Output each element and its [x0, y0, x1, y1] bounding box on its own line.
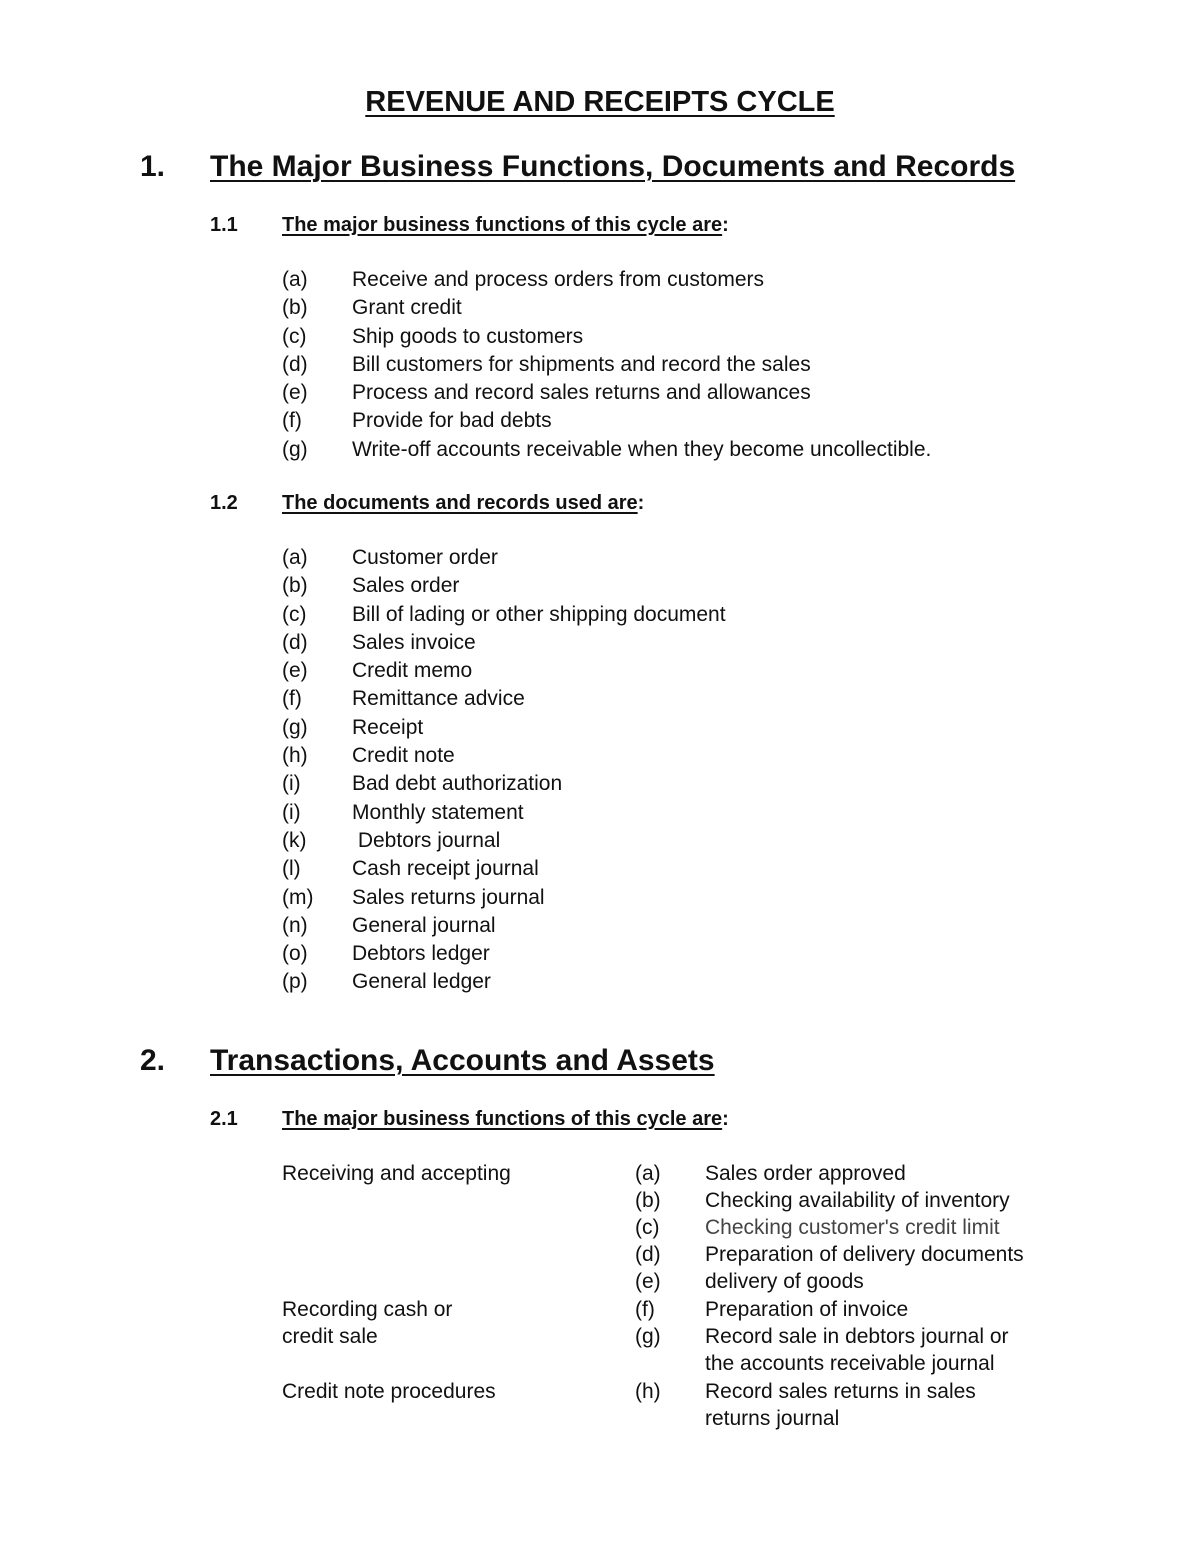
- subsection-2-1-colon: :: [722, 1108, 729, 1130]
- list-text: Preparation of delivery documents: [705, 1243, 1024, 1266]
- category-receiving: Receiving and accepting: [282, 1162, 511, 1185]
- subsection-1-1-colon: :: [722, 214, 729, 236]
- subsection-1-2-title-text: The documents and records used are: [282, 492, 638, 514]
- list-marker: (h): [635, 1380, 661, 1403]
- subsection-1-1-title: [282, 214, 729, 237]
- list-text: Record sale in debtors journal or: [705, 1325, 1009, 1348]
- list-text: Provide for bad debts: [352, 409, 552, 433]
- list-text: Process and record sales returns and allowances: [352, 381, 811, 405]
- list-marker: (f): [635, 1298, 655, 1321]
- list-text: Preparation of invoice: [705, 1298, 909, 1321]
- list-marker: (g): [282, 437, 308, 461]
- list-marker: (p): [282, 970, 308, 994]
- list-marker: (m): [282, 885, 314, 909]
- list-text: Sales returns journal: [352, 885, 545, 909]
- section-2-title: Transactions, Accounts and Assets: [210, 1044, 715, 1077]
- list-text: General journal: [352, 913, 496, 937]
- list-marker: (a): [282, 268, 308, 291]
- list-text: Credit note: [352, 744, 455, 768]
- subsection-2-1-title: [282, 1108, 729, 1131]
- list-text: Monthly statement: [352, 800, 524, 824]
- list-marker: (k): [282, 828, 307, 852]
- list-text: delivery of goods: [705, 1270, 864, 1293]
- list-text-continued: the accounts receivable journal: [705, 1352, 995, 1375]
- list-marker: (d): [635, 1243, 661, 1266]
- list-marker: (b): [282, 574, 308, 598]
- list-text: Bill customers for shipments and record the sales: [352, 352, 811, 376]
- list-marker: (e): [635, 1270, 661, 1293]
- list-text: Sales invoice: [352, 630, 476, 654]
- list-text: Receipt: [352, 715, 424, 739]
- list-marker: (c): [282, 324, 307, 348]
- list-marker: (f): [282, 687, 302, 711]
- list-marker: (h): [282, 744, 308, 768]
- list-marker: (f): [282, 409, 302, 433]
- list-text: Debtors ledger: [352, 942, 490, 966]
- list-marker: (a): [282, 546, 308, 569]
- subsection-1-1-title-text: The major business functions of this cycle are: [282, 214, 723, 236]
- section-1-number: 1.: [140, 150, 166, 183]
- section-2-number: 2.: [140, 1044, 166, 1077]
- list-marker: (o): [282, 942, 308, 966]
- list-marker: (c): [635, 1216, 660, 1239]
- list-text: Receive and process orders from customers: [352, 268, 764, 291]
- list-text: Credit memo: [352, 659, 473, 683]
- list-marker: (n): [282, 913, 308, 937]
- subsection-1-1-number: 1.1: [210, 214, 238, 236]
- list-text: Customer order: [352, 546, 498, 569]
- subsection-1-2-number: 1.2: [210, 492, 238, 514]
- list-text: Sales order: [352, 574, 460, 598]
- list-marker: (a): [635, 1162, 661, 1185]
- list-marker: (b): [635, 1189, 661, 1212]
- subsection-2-1-title-text: The major business functions of this cycle are: [282, 1108, 723, 1130]
- list-text-continued: returns journal: [705, 1407, 840, 1430]
- list-marker: (d): [282, 630, 308, 654]
- subsection-1-2-colon: :: [637, 492, 645, 514]
- list-marker: (l): [282, 857, 301, 881]
- list-marker: (e): [282, 381, 308, 405]
- page-title: REVENUE AND RECEIPTS CYCLE: [365, 86, 835, 118]
- subsection-2-1-number: 2.1: [210, 1108, 238, 1130]
- list-marker: (e): [282, 659, 308, 683]
- list-marker: (i): [282, 800, 301, 824]
- category-credit-note: Credit note procedures: [282, 1380, 496, 1403]
- list-text: Checking availability of inventory: [705, 1189, 1010, 1212]
- section-1-title: The Major Business Functions, Documents and Records: [210, 150, 1016, 183]
- list-text: General ledger: [352, 970, 491, 994]
- list-text: Record sales returns in sales: [705, 1380, 976, 1403]
- list-text: Write-off accounts receivable when they become uncollectible.: [352, 437, 932, 461]
- list-marker: (g): [635, 1325, 661, 1348]
- list-text: Grant credit: [352, 296, 462, 320]
- list-text: Ship goods to customers: [352, 324, 584, 348]
- list-text: Remittance advice: [352, 687, 525, 711]
- list-marker: (b): [282, 296, 308, 320]
- list-marker: (d): [282, 352, 308, 376]
- list-marker: (g): [282, 715, 308, 739]
- list-marker: (i): [282, 772, 301, 796]
- list-marker: (c): [282, 602, 307, 626]
- list-text: Sales order approved: [705, 1162, 906, 1185]
- subsection-1-2-title: [282, 492, 644, 515]
- list-text: Bill of lading or other shipping document: [352, 602, 726, 626]
- list-text: Bad debt authorization: [352, 772, 563, 796]
- list-text: Cash receipt journal: [352, 857, 539, 881]
- list-text: Checking customer's credit limit: [705, 1216, 1000, 1239]
- list-text: Debtors journal: [352, 828, 501, 852]
- category-recording-line2: credit sale: [282, 1325, 378, 1348]
- category-recording-line1: Recording cash or: [282, 1298, 453, 1321]
